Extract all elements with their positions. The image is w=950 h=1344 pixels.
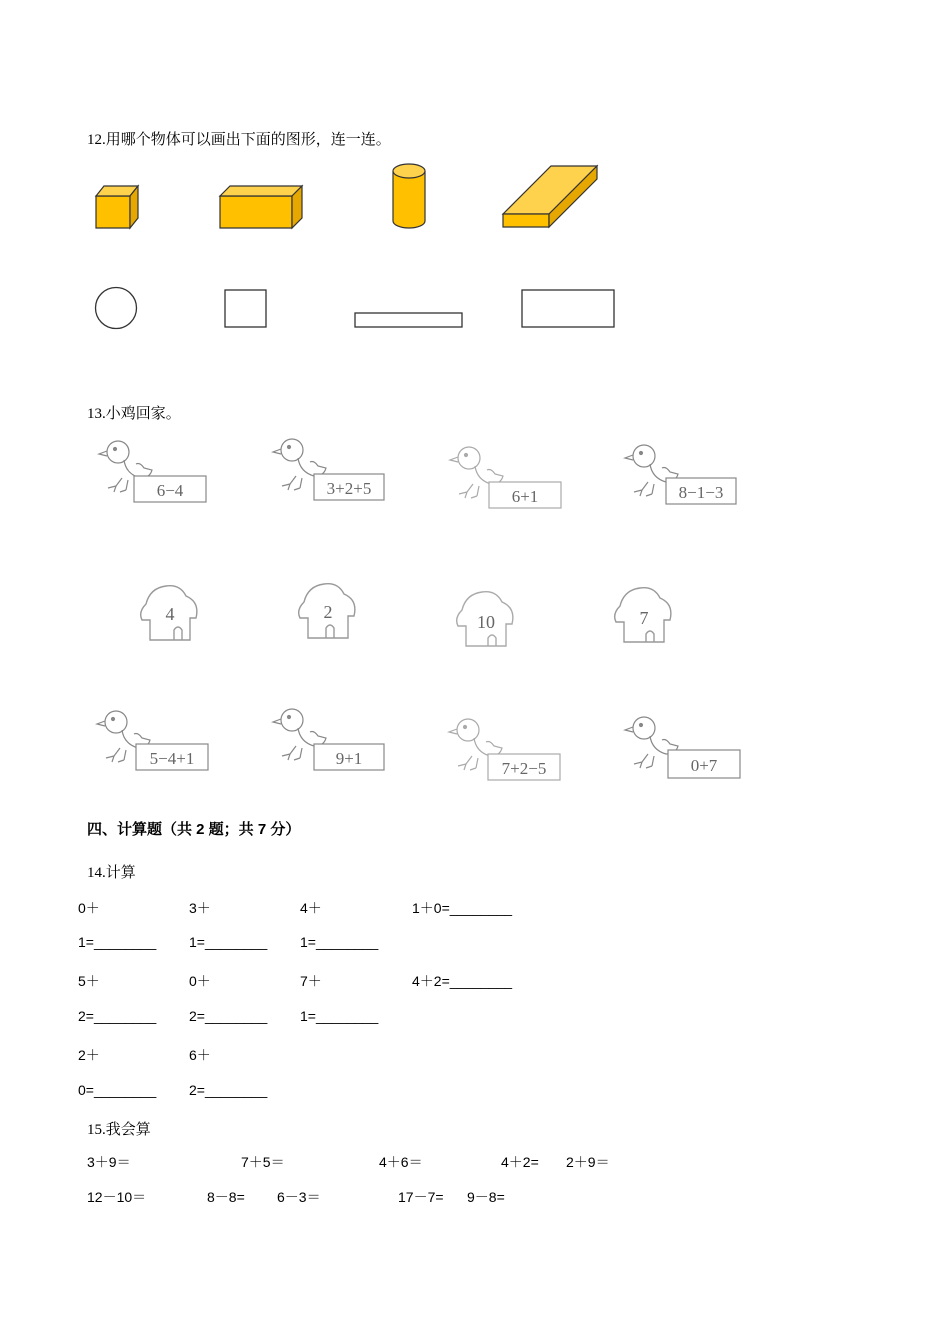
q14-cell: 6＋ — [189, 1047, 211, 1063]
q14-cell: 4＋2=________ — [412, 973, 513, 989]
chick-label: 8−1−3 — [678, 483, 724, 502]
house-number: 4 — [165, 604, 175, 624]
q15-cell: 4＋6＝ — [379, 1154, 423, 1170]
chick-label: 3+2+5 — [326, 479, 372, 498]
chick-label: 5−4+1 — [149, 749, 195, 768]
q15-cell: 2＋9＝ — [566, 1154, 610, 1170]
q14-cell: 2=________ — [189, 1082, 268, 1098]
q14-cell: 1＋0=________ — [412, 900, 513, 916]
house-icon — [136, 582, 206, 648]
q14-cell: 1=________ — [300, 1008, 379, 1024]
rectangle-outline — [521, 289, 616, 329]
q15-cell: 12－10＝ — [87, 1189, 147, 1205]
q14-cell: 2＋ — [78, 1047, 100, 1063]
thin-rectangle-outline — [354, 312, 464, 329]
q14-cell: 1=________ — [189, 934, 268, 950]
circle-outline — [94, 286, 140, 332]
q14-cell: 1=________ — [300, 934, 379, 950]
chick-label: 0+7 — [690, 756, 718, 775]
chick-card — [446, 716, 566, 786]
cube-icon — [94, 184, 144, 230]
cylinder-icon — [391, 161, 427, 231]
q13-title: 13.小鸡回家。 — [87, 406, 181, 422]
section-heading: 四、计算题（共 2 题；共 7 分） — [87, 821, 301, 838]
q14-cell: 0=________ — [78, 1082, 157, 1098]
q15-cell: 8－8= — [207, 1189, 245, 1205]
q15-cell: 17－7= — [398, 1189, 444, 1205]
q15-cell: 4＋2= — [501, 1154, 539, 1170]
house-number: 2 — [323, 602, 333, 622]
chick-label: 6−4 — [156, 481, 184, 500]
house-icon — [452, 588, 522, 654]
q15-cell: 9－8= — [467, 1189, 505, 1205]
q12-title: 12.用哪个物体可以画出下面的图形，连一连。 — [87, 132, 391, 148]
chick-card — [270, 436, 390, 506]
q14-cell: 0＋ — [189, 973, 211, 989]
chick-card — [94, 708, 214, 778]
chick-card — [270, 706, 390, 776]
house-icon — [294, 580, 364, 646]
chick-card — [622, 714, 744, 784]
q14-cell: 2=________ — [189, 1008, 268, 1024]
q14-cell: 3＋ — [189, 900, 211, 916]
q15-cell: 7＋5＝ — [241, 1154, 285, 1170]
q14-cell: 5＋ — [78, 973, 100, 989]
chick-label: 6+1 — [511, 487, 539, 506]
q14-title: 14.计算 — [87, 865, 136, 881]
q14-cell: 7＋ — [300, 973, 322, 989]
house-icon — [610, 584, 680, 650]
q15-cell: 3＋9＝ — [87, 1154, 131, 1170]
q14-cell: 1=________ — [78, 934, 157, 950]
chick-card — [447, 444, 567, 514]
q15-title: 15.我会算 — [87, 1122, 151, 1138]
cuboid-icon — [218, 184, 308, 230]
chick-label: 7+2−5 — [501, 759, 547, 778]
q14-cell: 0＋ — [78, 900, 100, 916]
q15-cell: 6－3＝ — [277, 1189, 321, 1205]
chick-card — [96, 438, 211, 508]
flat-board-icon — [501, 164, 601, 230]
q14-cell: 2=________ — [78, 1008, 157, 1024]
chick-card — [622, 442, 742, 512]
house-number: 7 — [639, 608, 649, 628]
q14-cell: 4＋ — [300, 900, 322, 916]
house-number: 10 — [477, 612, 495, 632]
square-outline — [224, 289, 268, 329]
chick-label: 9+1 — [335, 749, 363, 768]
